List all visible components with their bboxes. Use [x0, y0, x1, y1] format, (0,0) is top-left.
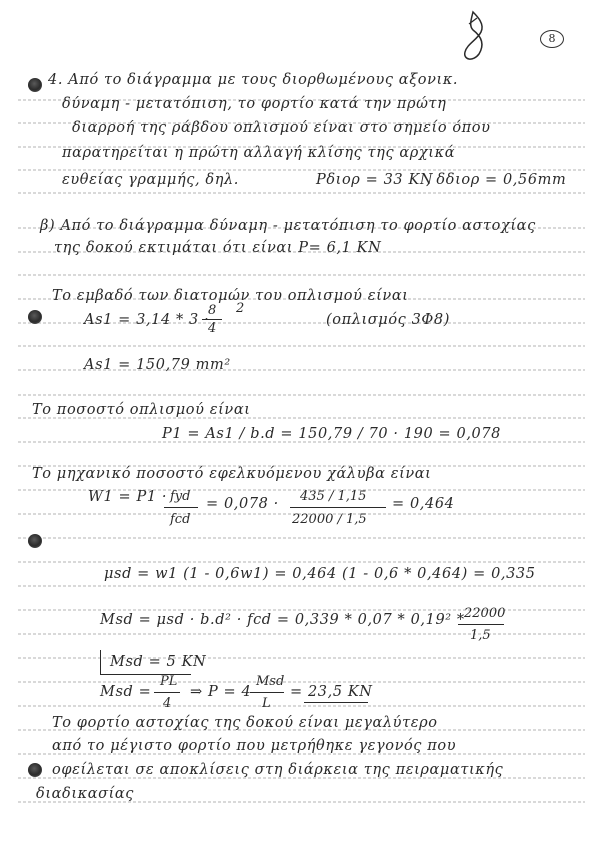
- punch-hole: [28, 763, 42, 777]
- fraction-bar: [202, 319, 222, 320]
- text-line: Το ποσοστό οπλισμού είναι: [32, 402, 251, 418]
- frac-den: 22000 / 1,5: [292, 512, 367, 527]
- text-line: της δοκού εκτιμάται ότι είναι P= 6,1 KN: [54, 240, 382, 256]
- frac-den: 4: [163, 696, 172, 711]
- exponent: 2: [236, 301, 245, 316]
- frac-den: 4: [208, 321, 217, 336]
- text-line: 4. Από το διάγραμμα με τους διορθωμένους αξονικ.: [48, 72, 459, 88]
- text-line: W1 = P1 ·: [88, 489, 168, 505]
- result-box: [100, 650, 191, 675]
- text-line: β) Από το διάγραμμα δύναμη - μετατόπιση το φορτίο αστοχίας: [40, 218, 536, 234]
- text-line: Msd = 5 KN: [110, 654, 207, 670]
- frac-den: 1,5: [470, 628, 491, 643]
- text-line: δύναμη - μετατόπιση, το φορτίο κατά την πρώτη: [62, 96, 447, 112]
- text-line: P1 = As1 / b.d = 150,79 / 70 · 190 = 0,078: [162, 426, 502, 442]
- fraction-bar: [250, 692, 284, 693]
- text-line: = 23,5 KN: [290, 684, 373, 700]
- fraction-bar: [458, 624, 504, 625]
- punch-hole: [28, 78, 42, 92]
- text-line: διαρροή της ράβδου οπλισμού είναι στο σημείο όπου: [72, 120, 491, 136]
- text-line: Το εμβαδό των διατομών του οπλισμού είναι: [52, 288, 409, 304]
- text-line: Msd =: [100, 684, 152, 700]
- text-line: Το μηχανικό ποσοστό εφελκυόμενου χάλυβα είναι: [32, 466, 432, 482]
- text-line: (οπλισμός 3Φ8): [326, 312, 450, 328]
- text-line: , δδιορ = 0,56mm: [426, 172, 567, 188]
- underline: [304, 702, 368, 703]
- punch-hole: [28, 310, 42, 324]
- text-line: As1 = 150,79 mm²: [84, 357, 231, 373]
- frac-num: PL: [160, 674, 178, 689]
- frac-num: 22000: [464, 606, 506, 621]
- fraction-bar: [290, 507, 386, 508]
- text-line: από το μέγιστο φορτίο που μετρήθηκε γεγονός που: [52, 738, 457, 754]
- text-line: οφείλεται σε αποκλίσεις στη διάρκεια της πειραματικής: [52, 762, 504, 778]
- fraction-bar: [154, 692, 180, 693]
- frac-num: Msd: [256, 674, 285, 689]
- fraction-bar: [164, 507, 198, 508]
- frac-num: fyd: [170, 489, 191, 504]
- frac-num: 435 / 1,15: [300, 489, 367, 504]
- text-line: = 0,464: [392, 496, 455, 512]
- text-line: Το φορτίο αστοχίας της δοκού είναι μεγαλύτερο: [52, 715, 438, 731]
- punch-hole: [28, 534, 42, 548]
- text-line: ⇒ P = 4: [190, 684, 252, 700]
- signature-mark: [455, 10, 495, 65]
- text-line: = 0,078 ·: [206, 496, 279, 512]
- text-line: παρατηρείται η πρώτη αλλαγή κλίσης της αρχικά: [62, 145, 456, 161]
- frac-num: 8: [208, 303, 217, 318]
- frac-den: fcd: [170, 512, 191, 527]
- text-line: μsd = w1 (1 - 0,6w1) = 0,464 (1 - 0,6 * 0,464) = 0,335: [104, 566, 536, 582]
- text-line: Pδιορ = 33 KN: [316, 172, 434, 188]
- text-line: Msd = μsd · b.d² · fcd = 0,339 * 0,07 * 0,19² *: [100, 612, 465, 628]
- text-line: ευθείας γραμμής, δηλ.: [62, 172, 239, 188]
- text-line: As1 = 3,14 * 3 ·: [84, 312, 210, 328]
- page-number: 8: [540, 30, 564, 48]
- frac-den: L: [262, 696, 271, 711]
- text-line: διαδικασίας: [36, 786, 135, 802]
